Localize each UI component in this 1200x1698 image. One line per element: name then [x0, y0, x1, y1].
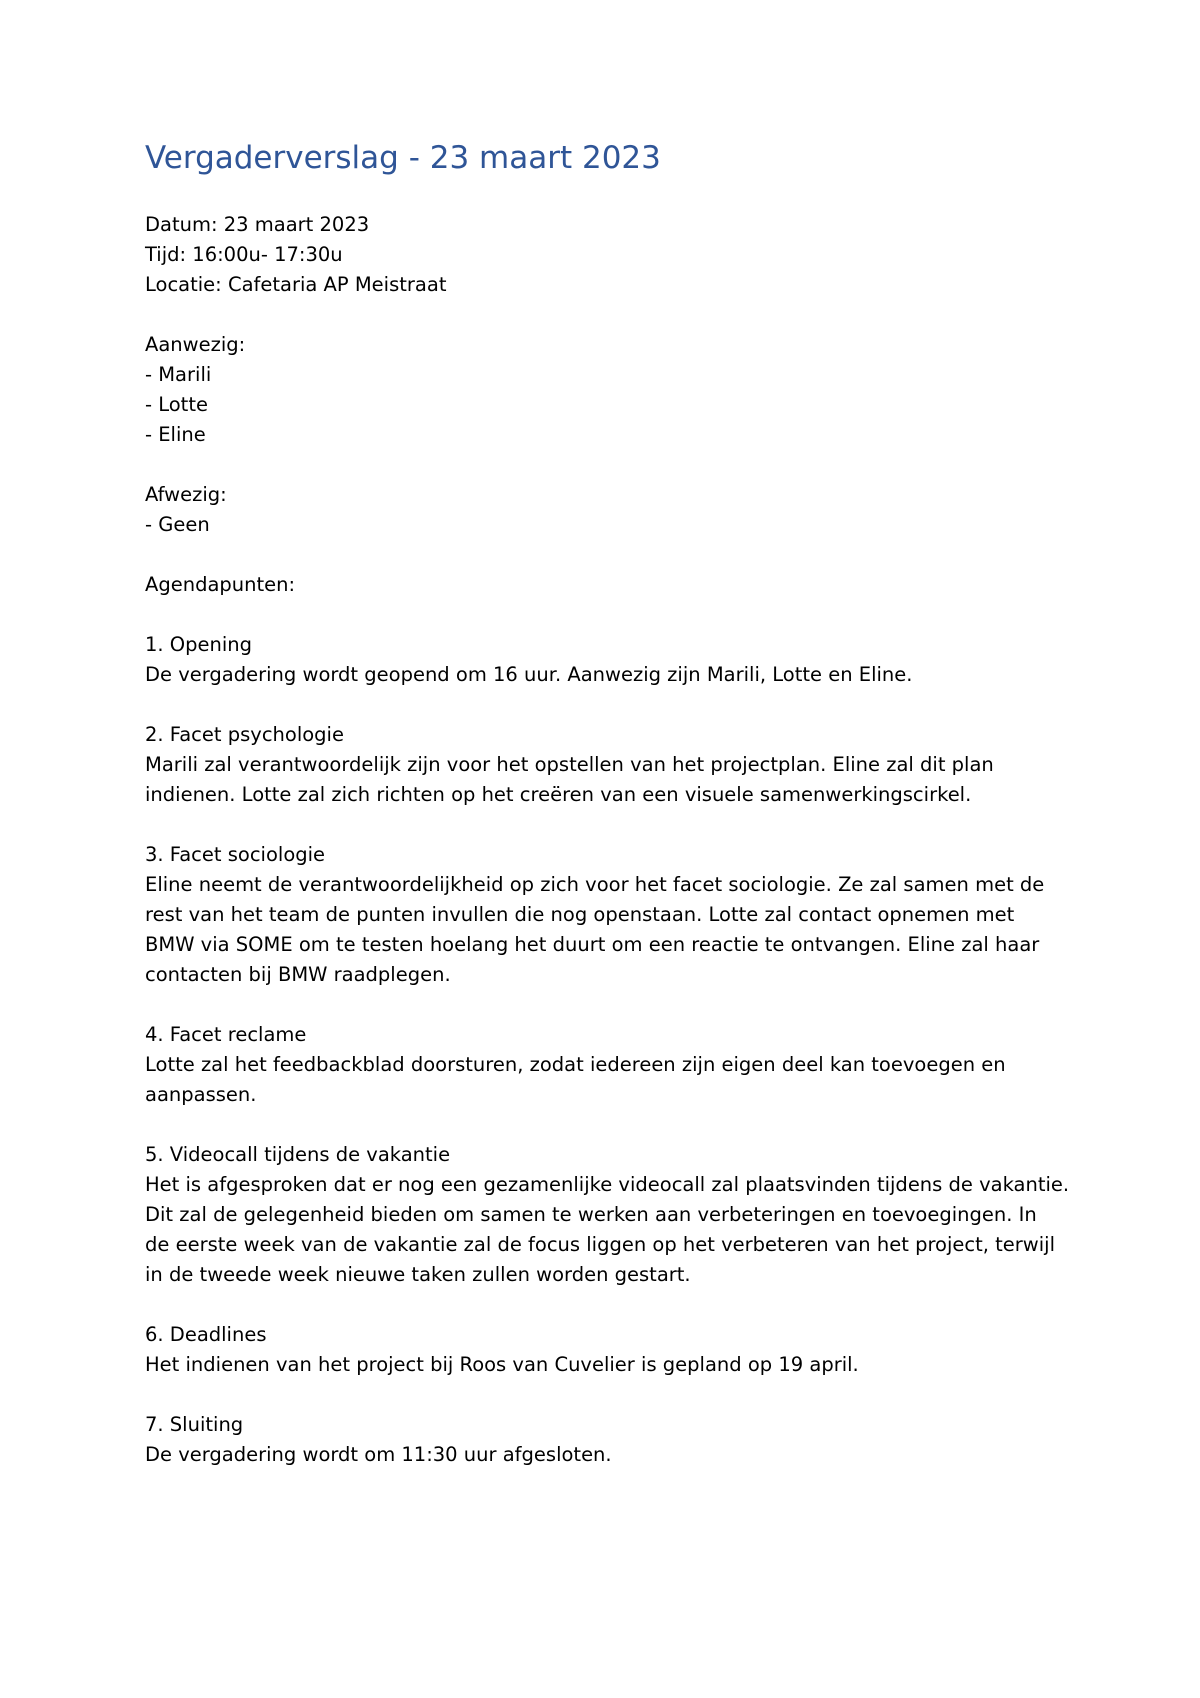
agenda-item-heading: 7. Sluiting — [145, 1413, 244, 1436]
agenda-item — [145, 840, 1085, 1020]
document-body — [145, 138, 1085, 1470]
agenda-item-heading: 3. Facet sociologie — [145, 843, 326, 866]
agenda-item-heading: 5. Videocall tijdens de vakantie — [145, 1143, 451, 1166]
absent-heading: Afwezig: — [145, 483, 227, 506]
agenda-item-text: Het indienen van het project bij Roos van Cuvelier is gepland op 19 april. — [145, 1353, 859, 1376]
agenda-item-text: De vergadering wordt om 11:30 uur afgesloten. — [145, 1443, 612, 1466]
agenda-item-heading: 4. Facet reclame — [145, 1023, 307, 1046]
agenda-item-heading: 1. Opening — [145, 633, 253, 656]
agenda-item — [145, 1020, 1085, 1140]
agenda-item-text: rest van het team de punten invullen die nog openstaan. Lotte zal contact opnemen met — [145, 903, 1015, 926]
spacer — [145, 690, 1085, 720]
agenda-item — [145, 630, 1085, 720]
agenda-item-text: Marili zal verantwoordelijk zijn voor het opstellen van het projectplan. Eline zal dit plan — [145, 753, 994, 776]
agenda-item-text: De vergadering wordt geopend om 16 uur. Aanwezig zijn Marili, Lotte en Eline. — [145, 663, 913, 686]
agenda-item-text: Eline neemt de verantwoordelijkheid op zich voor het facet sociologie. Ze zal samen met de — [145, 873, 1045, 896]
spacer — [145, 1380, 1085, 1410]
agenda-item-text: Het is afgesproken dat er nog een gezamenlijke videocall zal plaatsvinden tijdens de vakantie. — [145, 1173, 1070, 1196]
agenda-item-text: aanpassen. — [145, 1083, 257, 1106]
agenda-item-text: Lotte zal het feedbackblad doorsturen, zodat iedereen zijn eigen deel kan toevoegen en — [145, 1053, 1006, 1076]
agenda-item-heading: 2. Facet psychologie — [145, 723, 344, 746]
agenda-item-text: indienen. Lotte zal zich richten op het creëren van een visuele samenwerkingscirkel. — [145, 783, 972, 806]
present-heading: Aanwezig: — [145, 333, 246, 356]
present-item: - Eline — [145, 423, 206, 446]
spacer — [145, 1110, 1085, 1140]
agenda-item-text: Dit zal de gelegenheid bieden om samen te werken aan verbeteringen en toevoegingen. In — [145, 1203, 1037, 1226]
spacer — [145, 450, 1085, 480]
agenda-item-text: BMW via SOME om te testen hoelang het duurt om een reactie te ontvangen. Eline zal haar — [145, 933, 1040, 956]
agenda-item-heading: 6. Deadlines — [145, 1323, 267, 1346]
agenda-item — [145, 1410, 1085, 1470]
agenda-sections — [145, 630, 1085, 1470]
meta-time: Tijd: 16:00u- 17:30u — [145, 243, 343, 266]
spacer — [145, 810, 1085, 840]
present-item: - Marili — [145, 363, 212, 386]
absent-item: - Geen — [145, 513, 210, 536]
agenda-heading: Agendapunten: — [145, 573, 296, 596]
spacer — [145, 600, 1085, 630]
spacer — [145, 990, 1085, 1020]
meta-date: Datum: 23 maart 2023 — [145, 213, 370, 236]
spacer — [145, 1290, 1085, 1320]
present-item: - Lotte — [145, 393, 208, 416]
spacer — [145, 540, 1085, 570]
spacer — [145, 300, 1085, 330]
meta-location: Locatie: Cafetaria AP Meistraat — [145, 273, 447, 296]
agenda-item — [145, 1320, 1085, 1410]
agenda-item-text: de eerste week van de vakantie zal de focus liggen op het verbeteren van het project, terwijl — [145, 1233, 1056, 1256]
page-title: Vergaderverslag - 23 maart 2023 — [145, 140, 661, 176]
agenda-item — [145, 720, 1085, 840]
agenda-item-text: in de tweede week nieuwe taken zullen worden gestart. — [145, 1263, 691, 1286]
agenda-item-text: contacten bij BMW raadplegen. — [145, 963, 451, 986]
agenda-item — [145, 1140, 1085, 1320]
